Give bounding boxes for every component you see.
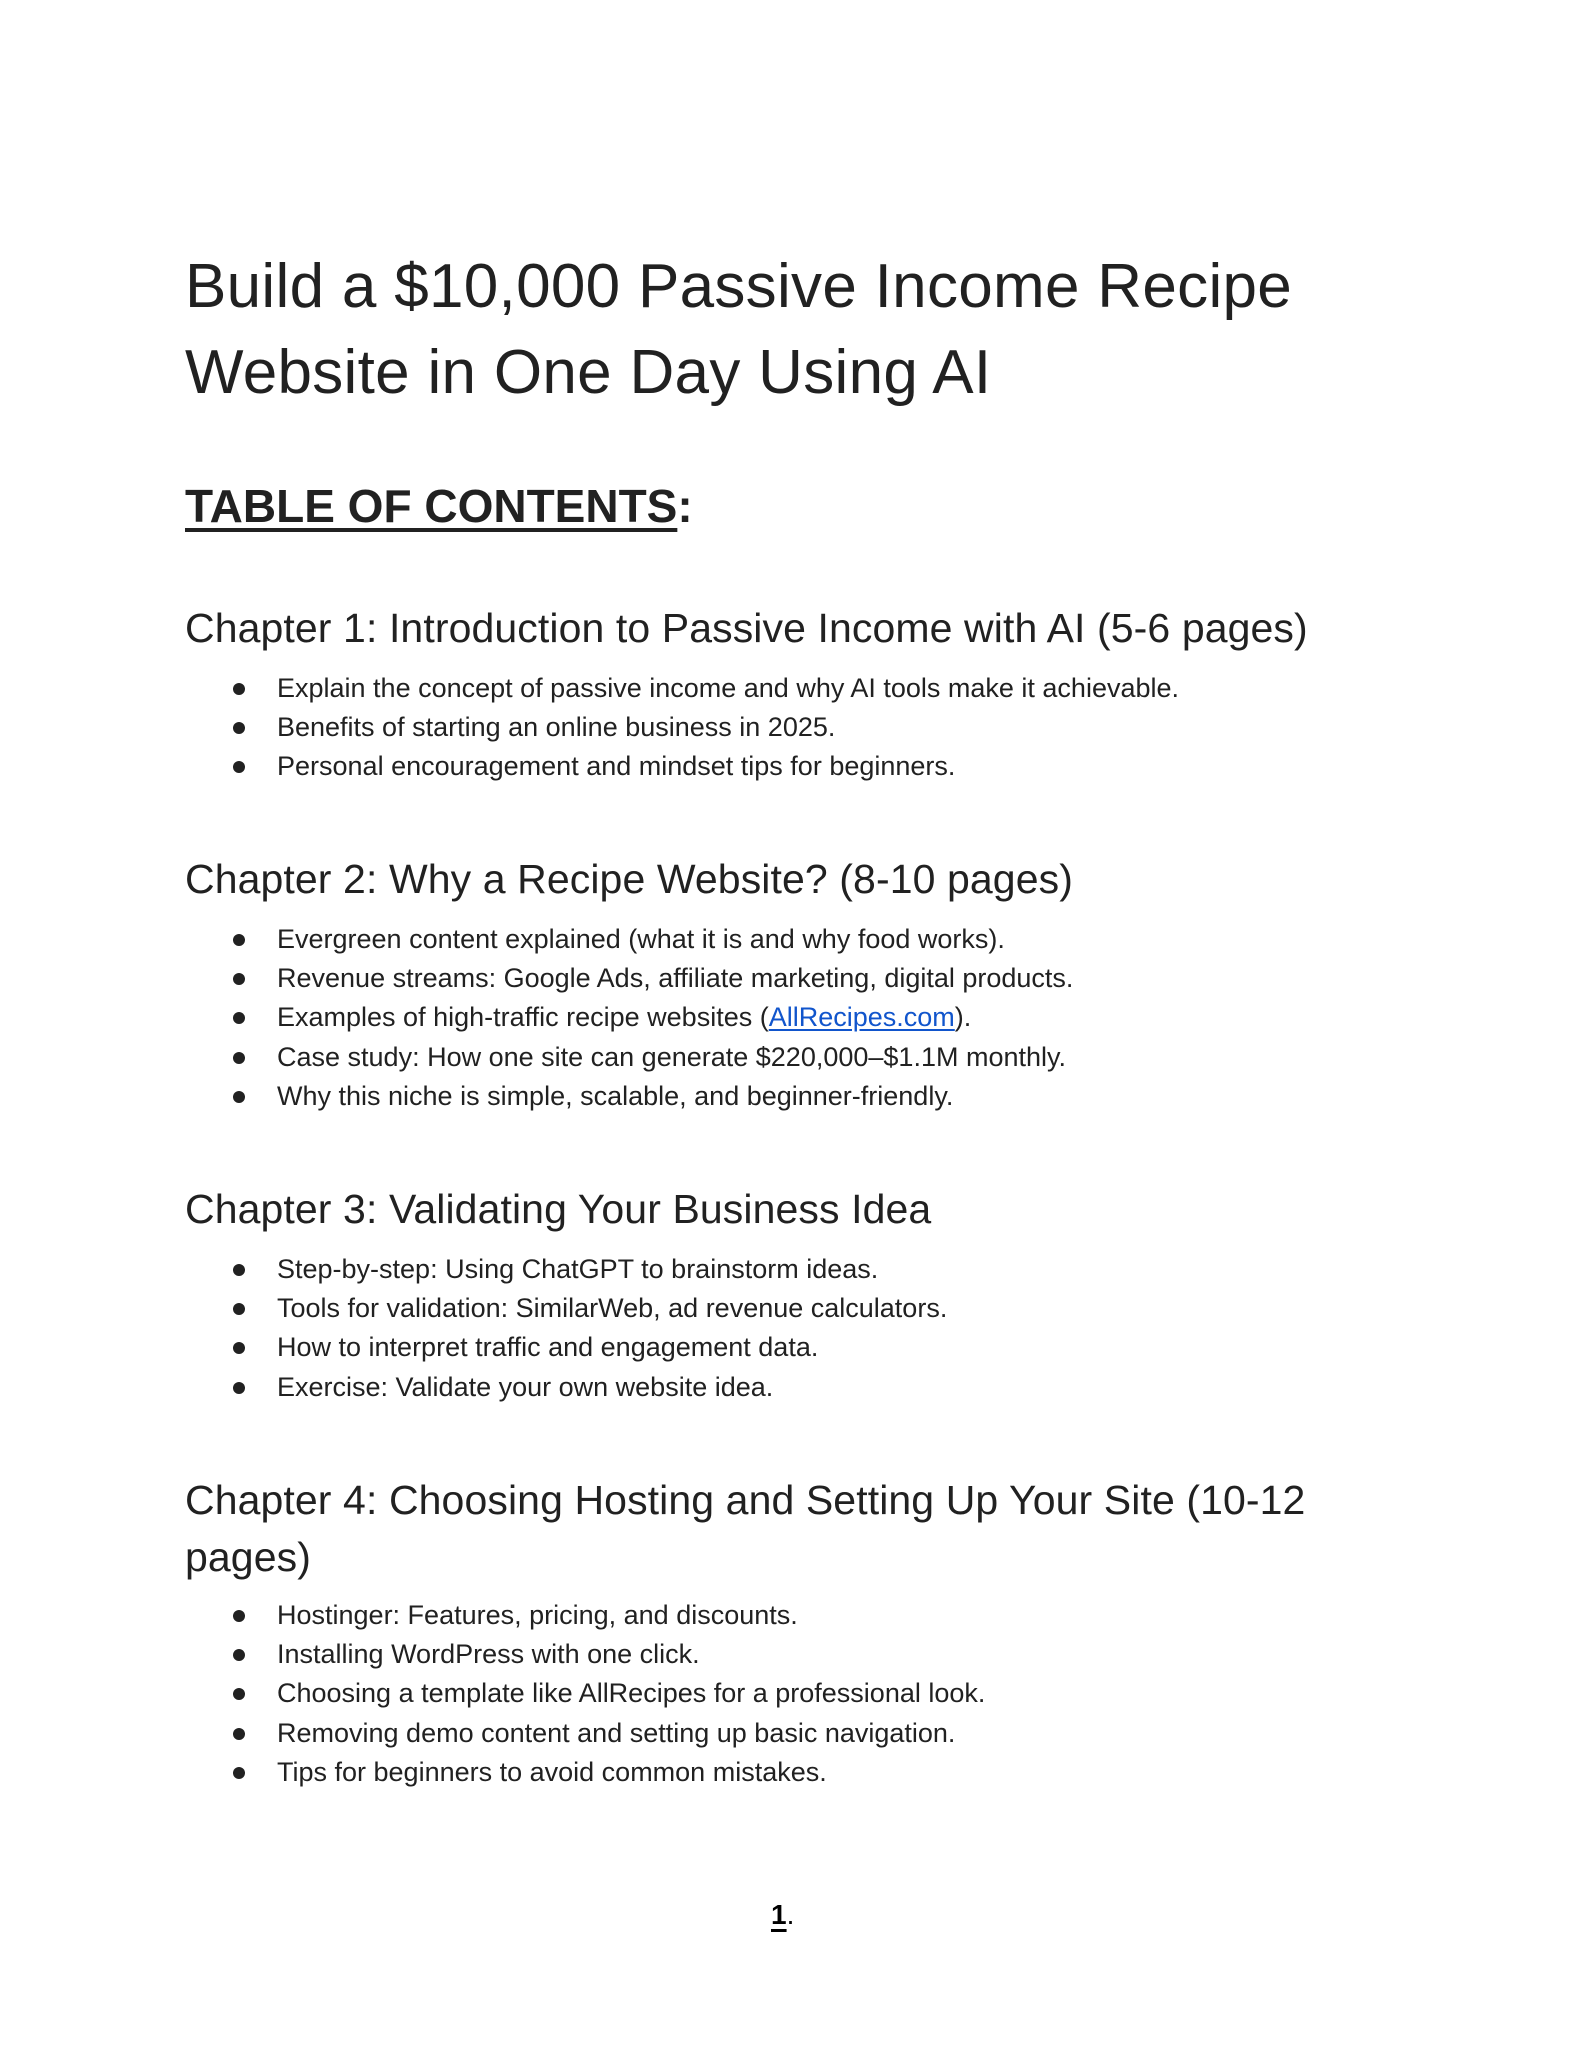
list-item (185, 1368, 1435, 1407)
bullet-icon (233, 1012, 245, 1024)
document-title: Build a $10,000 Passive Income Recipe Website in One Day Using AI (185, 252, 1293, 407)
list-item (185, 1674, 1435, 1713)
bullet-icon (233, 1728, 245, 1740)
bullet-icon (233, 1767, 245, 1779)
bullet-icon (233, 683, 245, 695)
chapter-bullet-list (185, 920, 1435, 1116)
list-item (185, 669, 1435, 708)
list-item (185, 1077, 1435, 1116)
bullet-icon (233, 1264, 245, 1276)
list-item-text: Personal encouragement and mindset tips for beginners. (277, 751, 956, 782)
bullet-icon (233, 1382, 245, 1394)
page-number-value: 1 (771, 1899, 787, 1930)
bullet-icon (233, 934, 245, 946)
bullet-icon (233, 973, 245, 985)
bullet-icon (233, 1649, 245, 1661)
list-item-text: Evergreen content explained (what it is and why food works). (277, 924, 1005, 954)
list-item (185, 1635, 1435, 1674)
list-item-text: Revenue streams: Google Ads, affiliate marketing, digital products. (277, 963, 1074, 994)
chapter-heading: Chapter 2: Why a Recipe Website? (8-10 pages) (185, 856, 1073, 902)
list-item (185, 1038, 1435, 1077)
list-item-text: Why this niche is simple, scalable, and beginner-friendly. (277, 1080, 954, 1111)
list-item (185, 1753, 1435, 1792)
list-item (185, 959, 1435, 998)
list-item-text-after-link: ). (954, 1002, 972, 1033)
list-item-text: Installing WordPress with one click. (277, 1639, 700, 1670)
toc-heading-label: TABLE OF CONTENTS (185, 480, 678, 532)
list-item-text: Removing demo content and setting up basic navigation. (277, 1717, 956, 1748)
chapter-bullet-list (185, 1596, 1435, 1792)
list-item (185, 1714, 1435, 1753)
bullet-icon (233, 1091, 245, 1103)
bullet-icon (233, 1688, 245, 1700)
list-item (185, 1328, 1435, 1367)
list-item-text: Exercise: Validate your own website idea. (277, 1371, 774, 1402)
list-item (185, 998, 1435, 1037)
list-item-text: Tools for validation: SimilarWeb, ad revenue calculators. (277, 1293, 948, 1324)
bullet-icon (233, 1342, 245, 1354)
chapter-3-section (185, 1181, 1435, 1407)
chapter-bullet-list (185, 1250, 1435, 1407)
bullet-icon (233, 1303, 245, 1315)
chapter-2-section (185, 851, 1435, 1116)
toc-heading-colon: : (677, 480, 693, 532)
list-item (185, 708, 1435, 747)
chapter-1-section (185, 600, 1435, 787)
bullet-icon (233, 761, 245, 773)
page-number-period: . (786, 1899, 795, 1930)
page-number (771, 1897, 794, 1933)
allrecipes-link[interactable]: AllRecipes.com (768, 1002, 955, 1033)
list-item-text-before-link: Examples of high-traffic recipe websites ( (277, 1002, 769, 1033)
list-item-text: Benefits of starting an online business in 2025. (277, 712, 836, 743)
chapter-heading: Chapter 1: Introduction to Passive Income with AI (5-6 pages) (185, 605, 1308, 651)
list-item (185, 747, 1435, 786)
list-item (185, 1289, 1435, 1328)
list-item-text: Choosing a template like AllRecipes for a professional look. (277, 1678, 986, 1709)
bullet-icon (233, 722, 245, 734)
list-item-text: Step-by-step: Using ChatGPT to brainstorm ideas. (277, 1254, 879, 1284)
list-item-text: Hostinger: Features, pricing, and discounts. (277, 1600, 798, 1630)
list-item-text: Explain the concept of passive income and why AI tools make it achievable. (277, 673, 1180, 703)
chapter-bullet-list (185, 669, 1435, 787)
list-item-text: How to interpret traffic and engagement data. (277, 1332, 819, 1363)
chapter-heading: Chapter 3: Validating Your Business Idea (185, 1186, 932, 1232)
chapter-4-section (185, 1472, 1435, 1792)
list-item-text: Tips for beginners to avoid common mistakes. (277, 1756, 827, 1787)
bullet-icon (233, 1610, 245, 1622)
toc-heading (185, 478, 693, 534)
bullet-icon (233, 1052, 245, 1064)
list-item (185, 1250, 1435, 1289)
chapter-heading: Chapter 4: Choosing Hosting and Setting Up Your Site (10-12 pages) (185, 1477, 1306, 1580)
list-item-text: Case study: How one site can generate $220,000–$1.1M monthly. (277, 1041, 1066, 1072)
list-item (185, 1596, 1435, 1635)
list-item (185, 920, 1435, 959)
